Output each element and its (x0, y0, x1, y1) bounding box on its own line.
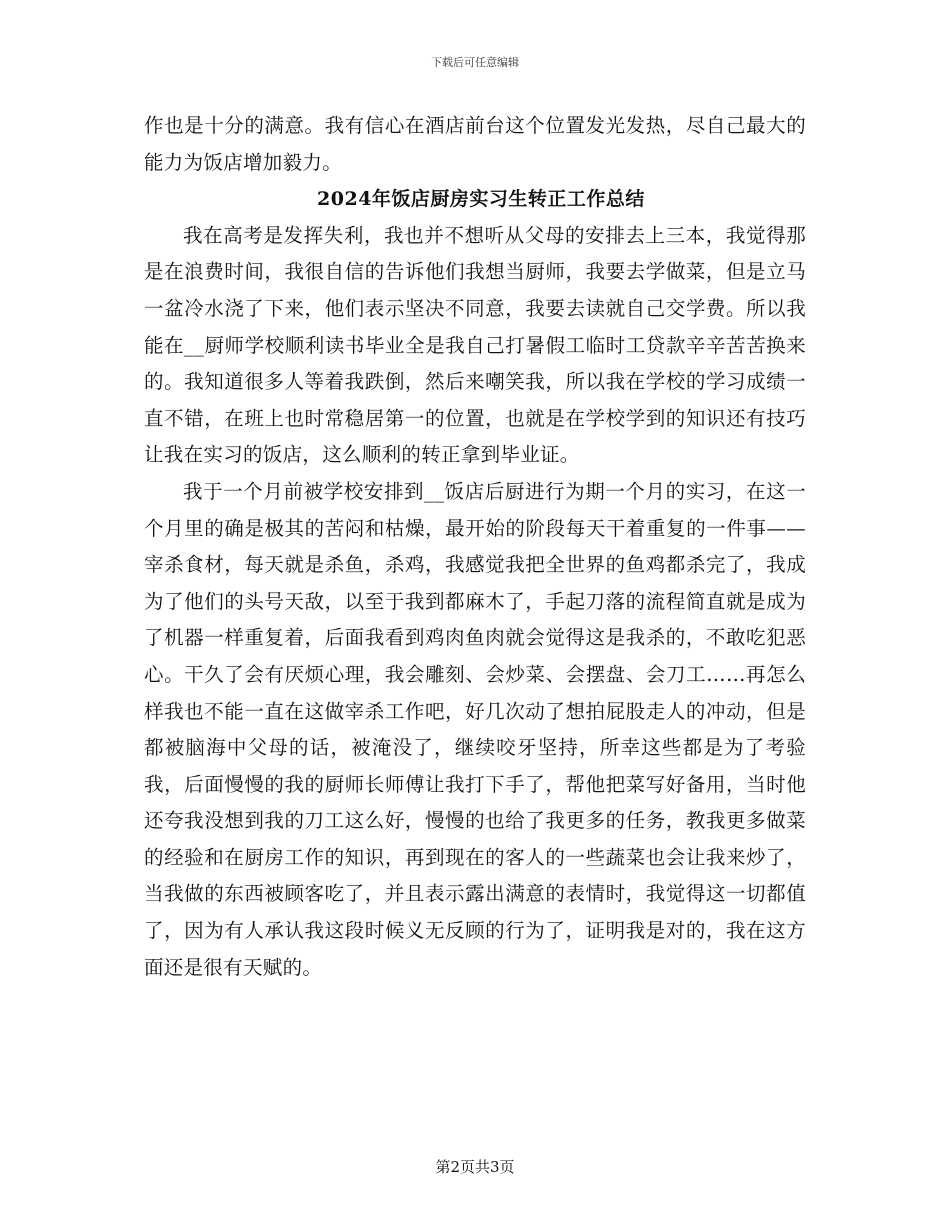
document-body (144, 108, 806, 986)
body-paragraph-1: 我在高考是发挥失利，我也并不想听从父母的安排去上三本，我觉得那是在浪费时间，我很自信的告诉他们我想当厨师，我要去学做菜，但是立马一盆冷水浇了下来，他们表示坚决不同意，我要去读就自己交学费。所以我能在__厨师学校顺利读书毕业全是我自己打暑假工临时工贷款辛辛苦苦换来的。我知道很多人等着我跌倒，然后来嘲笑我，所以我在学校的学习成绩一直不错，在班上也时常稳居第一的位置，也就是在学校学到的知识还有技巧让我在实习的饭店，这么顺利的转正拿到毕业证。 (144, 223, 806, 467)
document-title: 2024年饭店厨房实习生转正工作总结 (317, 188, 645, 211)
continuation-paragraph: 作也是十分的满意。我有信心在酒店前台这个位置发光发热，尽自己最大的能力为饭店增加毅力。 (144, 114, 806, 174)
page-header-note: 下载后可任意编辑 (431, 56, 519, 69)
body-paragraph-2: 我于一个月前被学校安排到__饭店后厨进行为期一个月的实习，在这一个月里的确是极其的苦闷和枯燥，最开始的阶段每天干着重复的一件事——宰杀食材，每天就是杀鱼，杀鸡，我感觉我把全世界的鱼鸡都杀完了，我成为了他们的头号天敌，以至于我到都麻木了，手起刀落的流程简直就是成为了机器一样重复着，后面我看到鸡肉鱼肉就会觉得这是我杀的，不敢吃犯恶心。干久了会有厌烦心理，我会雕刻、会炒菜、会摆盘、会刀工……再怎么样我也不能一直在这做宰杀工作吧，好几次动了想拍屁股走人的冲动，但是都被脑海中父母的话，被淹没了，继续咬牙坚持，所幸这些都是为了考验我，后面慢慢的我的厨师长师傅让我打下手了，帮他把菜写好备用，当时他还夸我没想到我的刀工这么好，慢慢的也给了我更多的任务，教我更多做菜的经验和在厨房工作的知识，再到现在的客人的一些蔬菜也会让我来炒了，当我做的东西被顾客吃了，并且表示露出满意的表情时，我觉得这一切都值了，因为有人承认我这段时候义无反顾的行为了，证明我是对的，我在这方面还是很有天赋的。 (144, 479, 806, 979)
page-number: 第2页共3页 (435, 1158, 515, 1176)
